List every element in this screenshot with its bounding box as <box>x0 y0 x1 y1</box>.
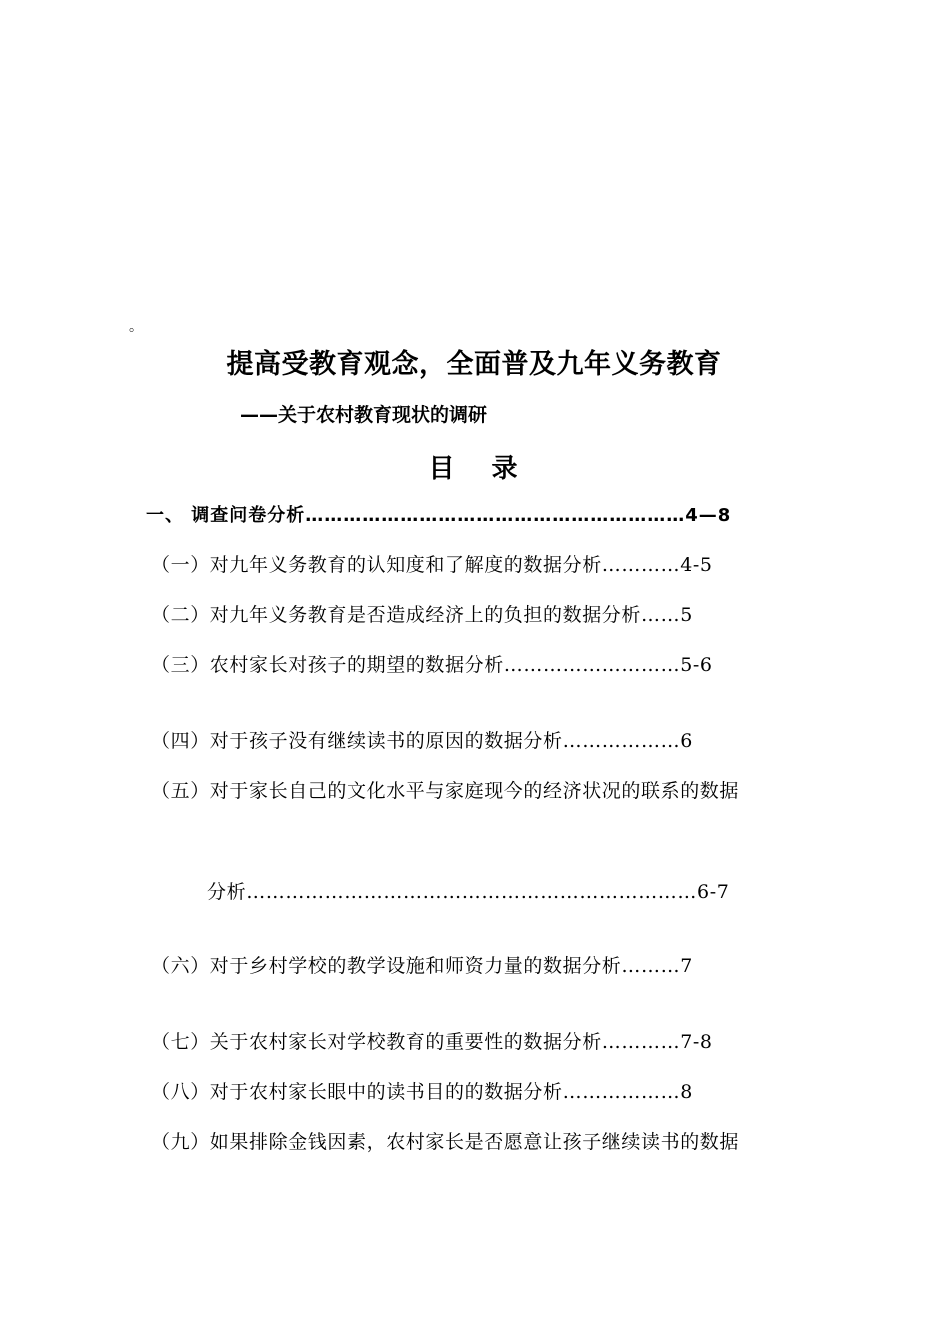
document-subtitle: ——关于农村教育现状的调研 <box>240 404 488 426</box>
toc-heading-text: 目 录 <box>428 454 532 484</box>
toc-entry-2: （二）对九年义务教育是否造成经济上的负担的数据分析……5 <box>151 604 693 626</box>
toc-entry-1: （一）对九年义务教育的认知度和了解度的数据分析…………4-5 <box>151 554 713 576</box>
toc-entry-5: （五）对于家长自己的文化水平与家庭现今的经济状况的联系的数据 <box>151 780 740 802</box>
toc-entry-7: （七）关于农村家长对学校教育的重要性的数据分析…………7-8 <box>151 1031 713 1053</box>
toc-entry-3: （三）农村家长对孩子的期望的数据分析………………………5-6 <box>151 654 713 676</box>
document-title <box>0 342 950 381</box>
toc-entry-4: （四）对于孩子没有继续读书的原因的数据分析………………6 <box>151 730 693 752</box>
toc-entry-6: （六）对于乡村学校的教学设施和师资力量的数据分析………7 <box>151 955 693 977</box>
document-title-text: 提高受教育观念，全面普及九年义务教育 <box>226 349 722 380</box>
stray-mark: 。 <box>129 319 143 335</box>
toc-section-1: 一、 调查问卷分析……………………………………………………4—8 <box>146 505 732 526</box>
toc-entry-9: （九）如果排除金钱因素，农村家长是否愿意让孩子继续读书的数据 <box>151 1131 740 1153</box>
toc-heading <box>0 448 950 485</box>
toc-entry-5-continued: 分析……………………………………………………………6-7 <box>207 881 730 903</box>
toc-entry-8: （八）对于农村家长眼中的读书目的的数据分析………………8 <box>151 1081 693 1103</box>
